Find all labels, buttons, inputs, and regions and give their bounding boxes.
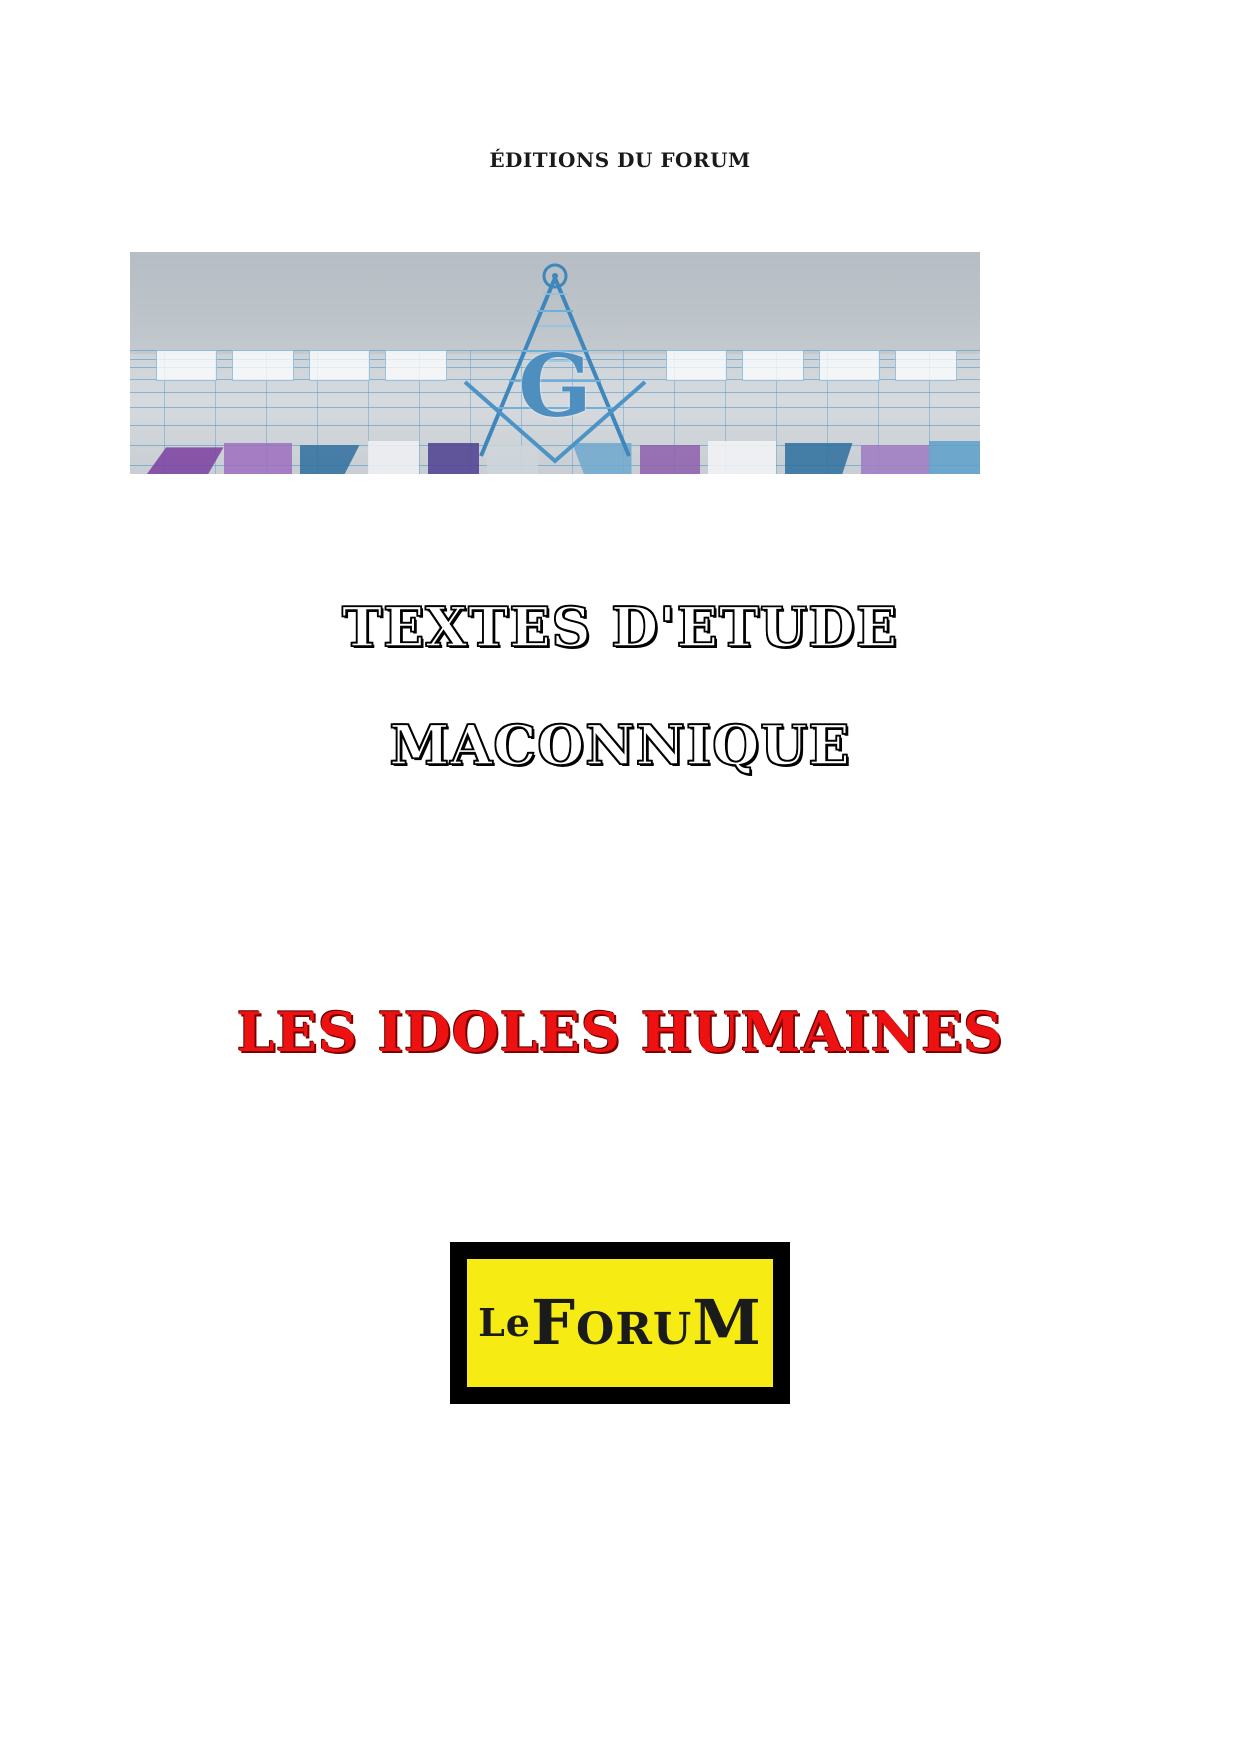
- mosaic-tile: [224, 443, 292, 474]
- publisher-line: ÉDITIONS DU FORUM: [489, 148, 751, 172]
- logo-letter-r: R: [615, 1304, 653, 1355]
- cover-illustration: [130, 252, 980, 474]
- grid-panel: [895, 350, 957, 381]
- grid-panel: [309, 350, 371, 381]
- mosaic-tile: [861, 445, 929, 474]
- grid-panel: [819, 350, 881, 381]
- logo-prefix: Le: [478, 1300, 531, 1345]
- mosaic-tile: [368, 441, 419, 474]
- grid-panel: [742, 350, 804, 381]
- emblem-letter-g: G: [518, 336, 592, 437]
- title-block: [0, 595, 1240, 831]
- grid-panel: [156, 350, 218, 381]
- forum-logo: [450, 1242, 790, 1404]
- grid-panel: [232, 350, 294, 381]
- logo-letter-m: M: [692, 1286, 762, 1359]
- logo-letter-o: O: [576, 1304, 616, 1355]
- mosaic-tile: [785, 443, 853, 474]
- forum-logo-plate: [466, 1258, 774, 1388]
- title-line-2: MACONNIQUE: [389, 713, 851, 777]
- mosaic-tile: [929, 441, 980, 474]
- title-line-1: TEXTES D'ETUDE: [341, 595, 899, 659]
- logo-letter-u: U: [652, 1304, 693, 1355]
- mosaic-tile: [708, 441, 776, 474]
- subtitle: LES IDOLES HUMAINES: [236, 1000, 1004, 1064]
- logo-wordmark: [530, 1286, 762, 1359]
- logo-letter-f: F: [530, 1286, 576, 1359]
